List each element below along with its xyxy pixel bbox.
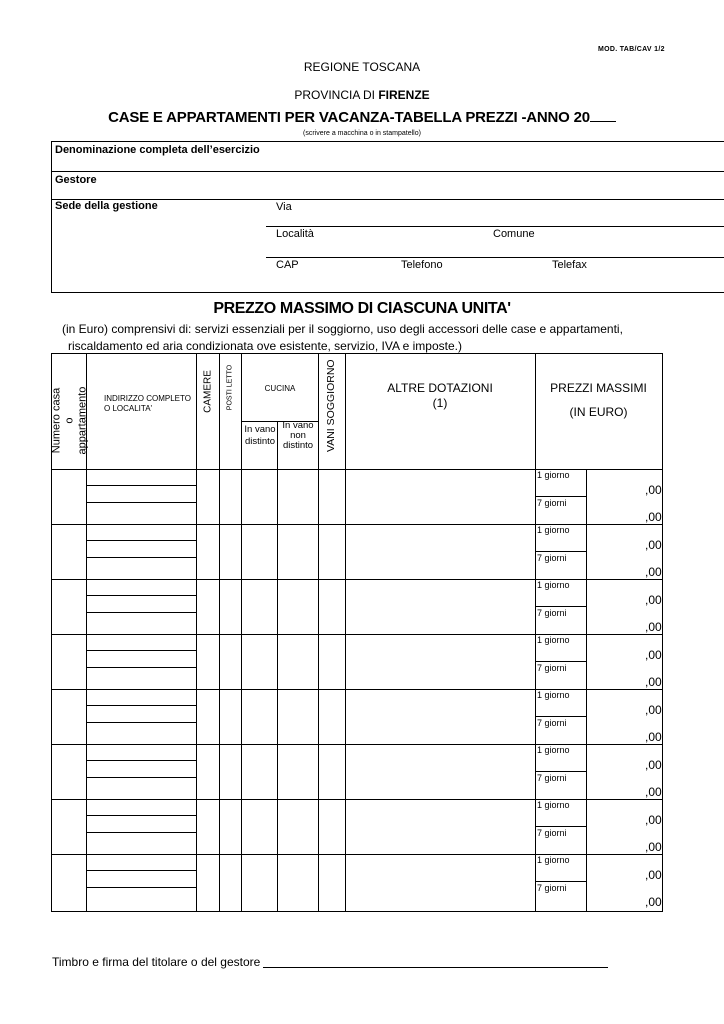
price-1-day-label: 1 giorno: [537, 690, 570, 700]
telefax-label: Telefax: [552, 259, 587, 271]
price-7-days-label: 7 giorni: [537, 663, 567, 673]
price-divider: [535, 771, 586, 772]
price-divider: [535, 881, 586, 882]
altre-dotazioni-header: ALTRE DOTAZIONI: [387, 381, 493, 395]
sede-label: Sede della gestione: [55, 200, 158, 212]
camere-header: CAMERE: [202, 370, 214, 413]
denominazione-label: Denominazione completa dell’esercizio: [55, 144, 260, 156]
price-1-day-label: 1 giorno: [537, 800, 570, 810]
price-7-days-cents[interactable]: ,00: [645, 510, 662, 524]
column-divider: [241, 354, 242, 911]
establishment-info-box: [51, 141, 724, 293]
telefono-label: Telefono: [401, 259, 443, 271]
address-line[interactable]: [86, 760, 196, 761]
price-divider: [535, 661, 586, 662]
price-7-days-cents[interactable]: ,00: [645, 565, 662, 579]
price-1-day-label: 1 giorno: [537, 635, 570, 645]
column-divider: [586, 469, 587, 911]
in-vano-non-header: In vano non distinto: [282, 420, 314, 451]
table-row-divider: [52, 689, 662, 690]
via-line[interactable]: [266, 226, 724, 227]
address-line[interactable]: [86, 540, 196, 541]
price-1-day-label: 1 giorno: [537, 855, 570, 865]
divider: [52, 171, 724, 172]
cap-label: CAP: [276, 259, 299, 271]
prezzi-unit: (IN EURO): [569, 405, 628, 419]
table-row-divider: [52, 634, 662, 635]
price-7-days-cents[interactable]: ,00: [645, 840, 662, 854]
price-divider: [535, 606, 586, 607]
section-title: PREZZO MASSIMO DI CIASCUNA UNITA': [213, 300, 511, 317]
signature-line[interactable]: [263, 967, 608, 968]
price-7-days-cents[interactable]: ,00: [645, 785, 662, 799]
price-1-day-cents[interactable]: ,00: [645, 758, 662, 772]
numero-header: Numero casa o appartamento: [50, 386, 89, 455]
price-1-day-cents[interactable]: ,00: [645, 703, 662, 717]
price-7-days-label: 7 giorni: [537, 718, 567, 728]
price-7-days-label: 7 giorni: [537, 773, 567, 783]
table-row-divider: [52, 744, 662, 745]
indirizzo-header: INDIRIZZO COMPLETO O LOCALITA': [104, 394, 191, 413]
year-blank[interactable]: [590, 108, 616, 122]
address-line[interactable]: [86, 832, 196, 833]
posti-letto-header: POSTI LETTO: [226, 364, 234, 411]
localita-label: Località: [276, 228, 314, 240]
price-7-days-cents[interactable]: ,00: [645, 730, 662, 744]
price-1-day-cents[interactable]: ,00: [645, 483, 662, 497]
column-divider: [535, 354, 536, 911]
price-1-day-label: 1 giorno: [537, 525, 570, 535]
signature-label: Timbro e firma del titolare o del gestore: [52, 955, 261, 969]
address-line[interactable]: [86, 612, 196, 613]
price-7-days-cents[interactable]: ,00: [645, 620, 662, 634]
table-row-divider: [52, 579, 662, 580]
table-row-divider: [52, 799, 662, 800]
price-divider: [535, 551, 586, 552]
price-1-day-cents[interactable]: ,00: [645, 868, 662, 882]
column-divider: [219, 354, 220, 911]
price-table: [51, 353, 663, 912]
in-vano-header: In vano distinto: [244, 424, 276, 447]
province-name: FIRENZE: [378, 88, 430, 102]
address-line[interactable]: [86, 705, 196, 706]
price-1-day-label: 1 giorno: [537, 470, 570, 480]
price-7-days-label: 7 giorni: [537, 828, 567, 838]
address-line[interactable]: [86, 870, 196, 871]
section-description-line2: riscaldamento ed aria condizionata ove esistente, servizio, IVA e imposte.): [68, 339, 462, 353]
price-divider: [535, 716, 586, 717]
region-heading: REGIONE TOSCANA: [303, 60, 421, 74]
price-1-day-cents[interactable]: ,00: [645, 648, 662, 662]
address-line[interactable]: [86, 502, 196, 503]
address-line[interactable]: [86, 485, 196, 486]
altre-dotazioni-note: (1): [432, 396, 448, 410]
price-1-day-label: 1 giorno: [537, 745, 570, 755]
price-7-days-cents[interactable]: ,00: [645, 675, 662, 689]
address-line[interactable]: [86, 815, 196, 816]
column-divider: [277, 421, 278, 911]
address-line[interactable]: [86, 887, 196, 888]
address-line[interactable]: [86, 557, 196, 558]
address-line[interactable]: [86, 777, 196, 778]
price-1-day-cents[interactable]: ,00: [645, 593, 662, 607]
price-1-day-cents[interactable]: ,00: [645, 813, 662, 827]
cucina-header: CUCINA: [264, 384, 296, 393]
column-divider: [196, 354, 197, 911]
section-description-line1: (in Euro) comprensivi di: servizi essenziali per il soggiorno, uso degli accessori delle case e appartamenti,: [62, 322, 623, 336]
column-divider: [345, 354, 346, 911]
price-7-days-label: 7 giorni: [537, 883, 567, 893]
province-prefix: PROVINCIA DI: [294, 88, 379, 102]
page-title: [0, 108, 724, 126]
localita-line[interactable]: [266, 257, 724, 258]
comune-label: Comune: [493, 228, 535, 240]
page-title-text: CASE E APPARTAMENTI PER VACANZA-TABELLA PREZZI -ANNO 20: [108, 109, 590, 126]
typing-note: (scrivere a macchina o in stampatello): [303, 130, 421, 137]
table-row-divider: [52, 854, 662, 855]
header-bottom-line: [52, 469, 662, 470]
form-code: MOD. TAB/CAV 1/2: [598, 46, 665, 53]
address-line[interactable]: [86, 650, 196, 651]
price-1-day-cents[interactable]: ,00: [645, 538, 662, 552]
price-7-days-label: 7 giorni: [537, 608, 567, 618]
table-row-divider: [52, 524, 662, 525]
vani-soggiorno-header: VANI SOGGIORNO: [325, 359, 337, 452]
price-divider: [535, 496, 586, 497]
via-label: Via: [276, 201, 292, 213]
price-1-day-label: 1 giorno: [537, 580, 570, 590]
prezzi-header: PREZZI MASSIMI: [550, 381, 647, 395]
price-divider: [535, 826, 586, 827]
price-7-days-label: 7 giorni: [537, 498, 567, 508]
province-heading: [0, 88, 724, 102]
address-line[interactable]: [86, 722, 196, 723]
gestore-label: Gestore: [55, 174, 97, 186]
price-7-days-label: 7 giorni: [537, 553, 567, 563]
price-7-days-cents[interactable]: ,00: [645, 895, 662, 909]
address-line[interactable]: [86, 595, 196, 596]
column-divider: [318, 354, 319, 911]
address-line[interactable]: [86, 667, 196, 668]
